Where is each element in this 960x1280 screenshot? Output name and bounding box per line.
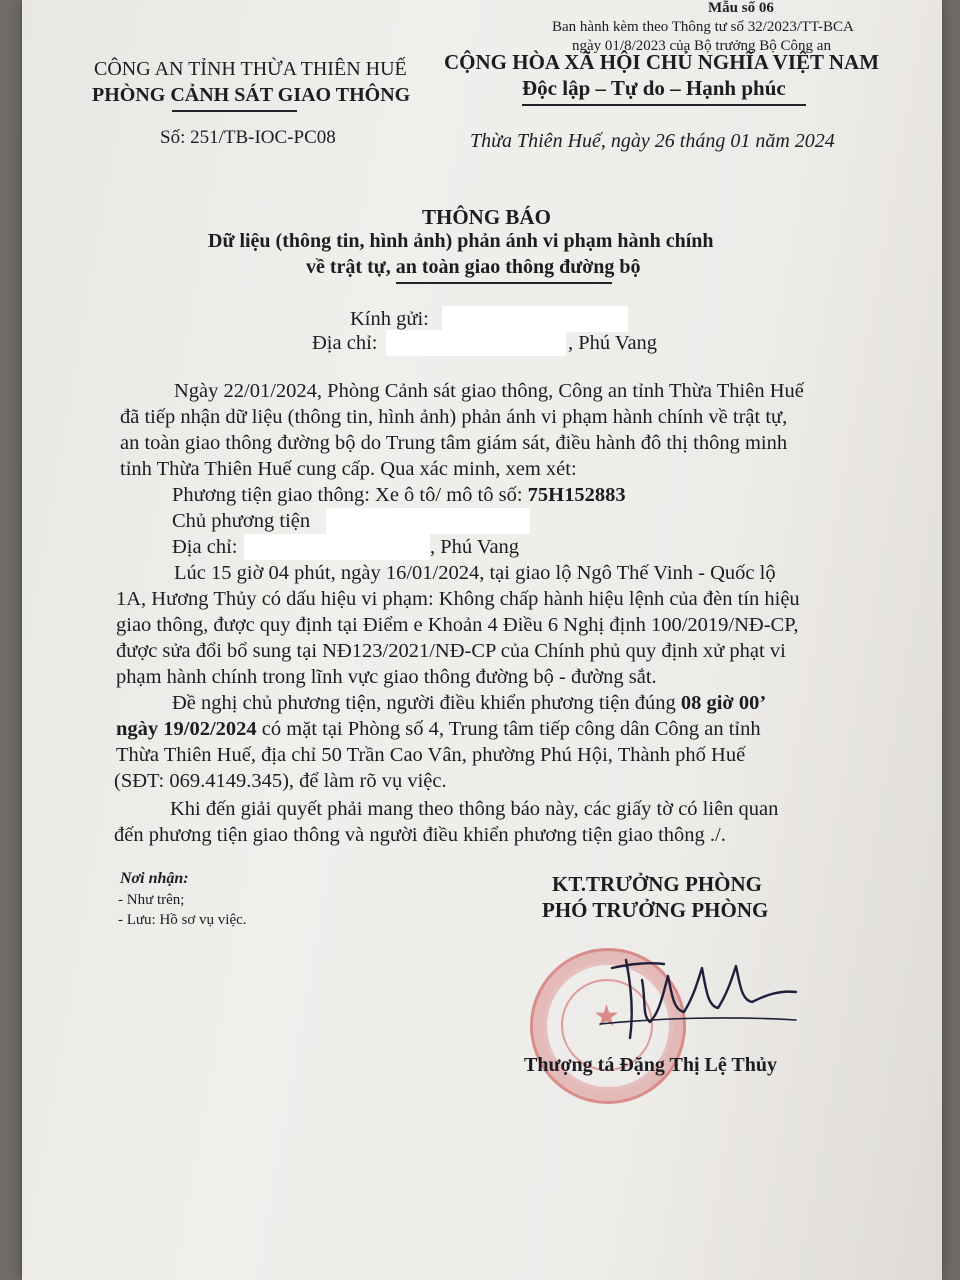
form-issued-line1: Ban hành kèm theo Thông tư số 32/2023/TT-BCA bbox=[552, 19, 854, 35]
redacted-address bbox=[386, 330, 566, 356]
agency-unit: PHÒNG CẢNH SÁT GIAO THÔNG bbox=[92, 84, 411, 106]
recipient-address-suffix: , Phú Vang bbox=[568, 332, 658, 354]
body-line: tỉnh Thừa Thiên Huế cung cấp. Qua xác minh, xem xét: bbox=[120, 458, 577, 480]
appointment-date: ngày 19/02/2024 bbox=[116, 718, 257, 740]
star-icon: ★ bbox=[593, 999, 620, 1034]
owner-label: Chủ phương tiện bbox=[172, 510, 311, 532]
national-motto: Độc lập – Tự do – Hạnh phúc bbox=[522, 76, 786, 100]
body-line: phạm hành chính trong lĩnh vực giao thông đường bộ - đường sắt. bbox=[116, 666, 657, 688]
receivers-item: - Như trên; bbox=[118, 892, 185, 908]
body-line: an toàn giao thông đường bộ do Trung tâm giám sát, điều hành đô thị thông minh bbox=[120, 432, 788, 454]
owner-address-suffix: , Phú Vang bbox=[430, 536, 520, 558]
agency-underline bbox=[172, 110, 297, 112]
body-line: Khi đến giải quyết phải mang theo thông báo này, các giấy tờ có liên quan bbox=[170, 798, 779, 820]
body-line: Thừa Thiên Huế, địa chỉ 50 Trần Cao Vân, phường Phú Hội, Thành phố Huế bbox=[116, 744, 746, 766]
vehicle-label: Phương tiện giao thông: Xe ô tô/ mô tô số: bbox=[172, 484, 528, 506]
body-line: đã tiếp nhận dữ liệu (thông tin, hình ảnh) phản ánh vi phạm hành chính về trật tự, bbox=[120, 406, 788, 428]
recipient-to-label: Kính gửi: bbox=[350, 308, 429, 330]
body-line bbox=[172, 692, 766, 715]
notice-subtitle-2: về trật tự, an toàn giao thông đường bộ bbox=[306, 256, 641, 278]
appointment-time: 08 giờ 00’ bbox=[680, 692, 767, 714]
redacted-owner bbox=[326, 508, 530, 534]
handwritten-signature bbox=[590, 940, 820, 1050]
notice-title: THÔNG BÁO bbox=[422, 205, 551, 229]
recipient-address-label: Địa chỉ: bbox=[312, 332, 378, 354]
body-line bbox=[116, 718, 761, 741]
owner-address-label: Địa chỉ: bbox=[172, 536, 238, 558]
national-title: CỘNG HÒA XÃ HỘI CHỦ NGHĨA VIỆT NAM bbox=[444, 50, 880, 74]
body-line: được sửa đổi bổ sung tại NĐ123/2021/NĐ-CP của Chính phủ quy định xử phạt vi bbox=[116, 640, 786, 662]
receivers-item: - Lưu: Hồ sơ vụ việc. bbox=[118, 912, 247, 928]
redacted-recipient bbox=[442, 306, 628, 332]
place-date: Thừa Thiên Huế, ngày 26 tháng 01 năm 2024 bbox=[470, 130, 835, 152]
form-issued-line2: ngày 01/8/2023 của Bộ trưởng Bộ Công an bbox=[572, 38, 831, 54]
appointment-place: có mặt tại Phòng số 4, Trung tâm tiếp công dân Công an tỉnh bbox=[256, 718, 761, 740]
motto-underline bbox=[522, 104, 806, 106]
subtitle-underline bbox=[396, 282, 612, 284]
signature-title-1: KT.TRƯỞNG PHÒNG bbox=[552, 872, 762, 896]
receivers-label: Nơi nhận: bbox=[120, 870, 189, 887]
body-line: Ngày 22/01/2024, Phòng Cảnh sát giao thông, Công an tỉnh Thừa Thiên Huế bbox=[174, 380, 804, 402]
notice-subtitle-1: Dữ liệu (thông tin, hình ảnh) phản ánh vi phạm hành chính bbox=[208, 230, 714, 252]
vehicle-line bbox=[172, 484, 626, 507]
document-page bbox=[22, 0, 942, 1280]
vehicle-plate: 75H152883 bbox=[527, 484, 626, 506]
redacted-owner-address bbox=[244, 534, 430, 560]
signature-title-2: PHÓ TRƯỞNG PHÒNG bbox=[542, 898, 769, 922]
appointment-text: Đề nghị chủ phương tiện, người điều khiển phương tiện đúng bbox=[172, 692, 681, 714]
form-number: Mẫu số 06 bbox=[708, 0, 774, 16]
body-line: Lúc 15 giờ 04 phút, ngày 16/01/2024, tại giao lộ Ngô Thế Vinh - Quốc lộ bbox=[174, 562, 776, 584]
body-line: giao thông, được quy định tại Điểm e Khoản 4 Điều 6 Nghị định 100/2019/NĐ-CP, bbox=[116, 614, 799, 636]
body-line: 1A, Hương Thủy có dấu hiệu vi phạm: Không chấp hành hiệu lệnh của đèn tín hiệu bbox=[116, 588, 800, 610]
body-line: đến phương tiện giao thông và người điều khiển phương tiện giao thông ./. bbox=[114, 824, 726, 846]
agency-parent: CÔNG AN TỈNH THỪA THIÊN HUẾ bbox=[94, 58, 407, 80]
doc-number: Số: 251/TB-IOC-PC08 bbox=[160, 127, 336, 148]
body-line: (SĐT: 069.4149.345), để làm rõ vụ việc. bbox=[114, 770, 447, 792]
signer-name: Thượng tá Đặng Thị Lệ Thủy bbox=[524, 1054, 777, 1076]
